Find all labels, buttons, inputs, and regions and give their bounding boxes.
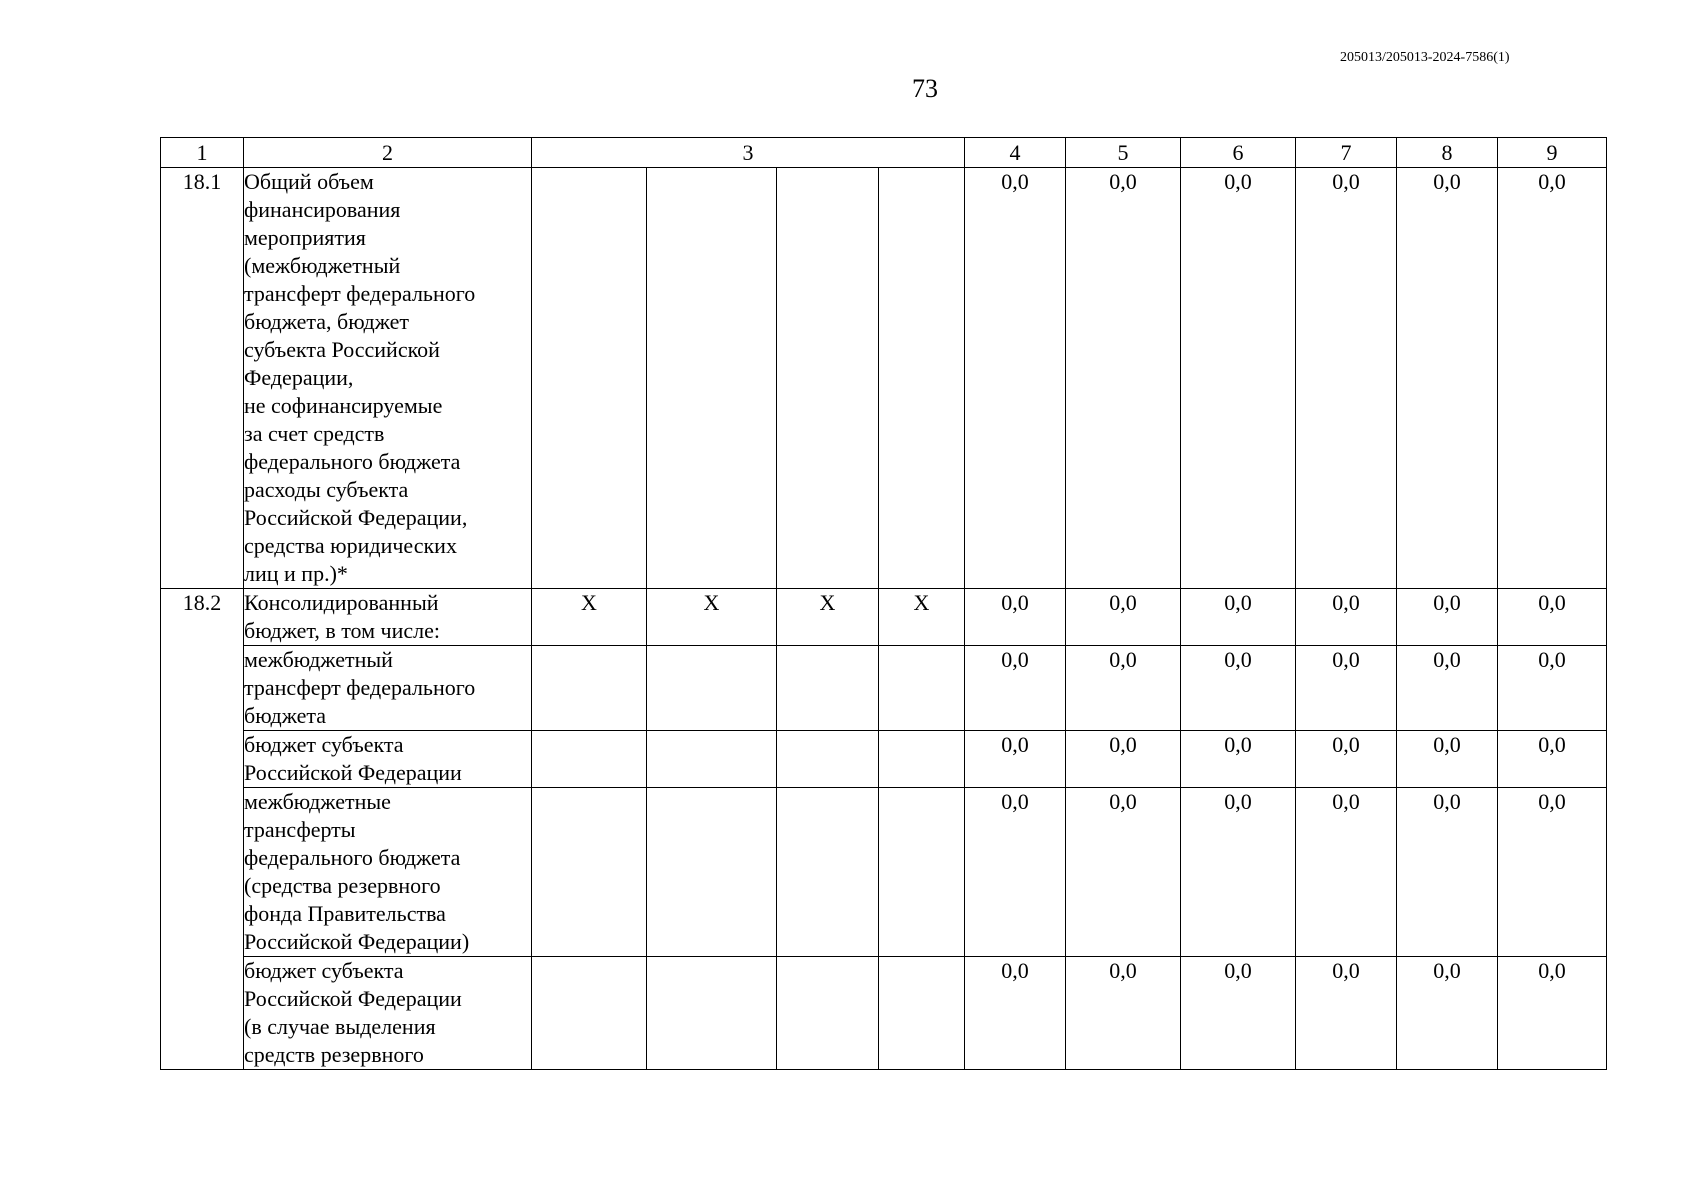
value-cell: 0,0	[1498, 788, 1607, 957]
column-3-subcell: X	[879, 589, 965, 646]
description-line: бюджета	[244, 703, 327, 728]
value-cell: 0,0	[1181, 788, 1296, 957]
budget-table	[160, 137, 1607, 1070]
description-line: межбюджетный	[244, 647, 393, 672]
description-line: Российской Федерации	[244, 986, 462, 1011]
row-description	[244, 168, 532, 589]
description-line: Российской Федерации	[244, 760, 462, 785]
row-number: 18.1	[161, 168, 244, 589]
value-cell: 0,0	[1397, 646, 1498, 731]
description-line: федерального бюджета	[244, 449, 461, 474]
row-description	[244, 788, 532, 957]
description-line: федерального бюджета	[244, 845, 461, 870]
column-header: 5	[1066, 138, 1181, 168]
column-3-subcell	[532, 788, 647, 957]
value-cell: 0,0	[1397, 589, 1498, 646]
column-3-subcell	[879, 788, 965, 957]
column-3-subcell	[879, 646, 965, 731]
column-header: 9	[1498, 138, 1607, 168]
description-line: Российской Федерации)	[244, 929, 470, 954]
description-line: финансирования	[244, 197, 401, 222]
value-cell: 0,0	[1397, 788, 1498, 957]
column-header: 4	[965, 138, 1066, 168]
column-header: 6	[1181, 138, 1296, 168]
description-line: за счет средств	[244, 421, 385, 446]
value-cell: 0,0	[1296, 957, 1397, 1070]
value-cell: 0,0	[1181, 957, 1296, 1070]
column-3-subcell	[532, 168, 647, 589]
description-line: фонда Правительства	[244, 901, 446, 926]
value-cell: 0,0	[1296, 731, 1397, 788]
value-cell: 0,0	[1296, 646, 1397, 731]
description-line: мероприятия	[244, 225, 366, 250]
table-row	[161, 788, 1607, 957]
value-cell: 0,0	[1498, 646, 1607, 731]
description-line: межбюджетные	[244, 789, 391, 814]
value-cell: 0,0	[1066, 168, 1181, 589]
column-3-subcell: X	[532, 589, 647, 646]
row-number: 18.2	[161, 589, 244, 1070]
value-cell: 0,0	[1498, 589, 1607, 646]
description-line: расходы субъекта	[244, 477, 409, 502]
value-cell: 0,0	[965, 957, 1066, 1070]
value-cell: 0,0	[1066, 788, 1181, 957]
value-cell: 0,0	[1296, 589, 1397, 646]
description-line: бюджет субъекта	[244, 958, 404, 983]
value-cell: 0,0	[1296, 788, 1397, 957]
document-id: 205013/205013-2024-7586(1)	[1340, 50, 1510, 65]
description-line: бюджета, бюджет	[244, 309, 410, 334]
value-cell: 0,0	[1498, 957, 1607, 1070]
column-3-subcell	[532, 731, 647, 788]
value-cell: 0,0	[1296, 168, 1397, 589]
value-cell: 0,0	[1066, 589, 1181, 646]
column-3-subcell	[647, 957, 777, 1070]
value-cell: 0,0	[1397, 957, 1498, 1070]
column-3-subcell	[647, 731, 777, 788]
value-cell: 0,0	[965, 168, 1066, 589]
description-line: Российской Федерации,	[244, 505, 468, 530]
column-3-subcell	[647, 646, 777, 731]
description-line: трансферт федерального	[244, 675, 476, 700]
column-3-subcell	[777, 957, 879, 1070]
column-3-subcell: X	[647, 589, 777, 646]
value-cell: 0,0	[965, 589, 1066, 646]
description-line: трансферты	[244, 817, 356, 842]
table-row	[161, 168, 1607, 589]
description-line: Общий объем	[244, 169, 374, 194]
column-3-subcell	[879, 957, 965, 1070]
table-row	[161, 646, 1607, 731]
description-line: Федерации,	[244, 365, 354, 390]
description-line: трансферт федерального	[244, 281, 476, 306]
description-line: бюджет субъекта	[244, 732, 404, 757]
description-line: лиц и пр.)*	[244, 561, 348, 586]
column-header: 7	[1296, 138, 1397, 168]
column-header: 8	[1397, 138, 1498, 168]
value-cell: 0,0	[1066, 731, 1181, 788]
row-description	[244, 589, 532, 646]
value-cell: 0,0	[965, 731, 1066, 788]
row-description	[244, 731, 532, 788]
value-cell: 0,0	[965, 788, 1066, 957]
column-3-subcell	[777, 646, 879, 731]
value-cell: 0,0	[1498, 731, 1607, 788]
table-row	[161, 957, 1607, 1070]
column-header: 3	[532, 138, 965, 168]
column-3-subcell	[777, 731, 879, 788]
description-line: средства юридических	[244, 533, 457, 558]
value-cell: 0,0	[1066, 646, 1181, 731]
column-3-subcell	[647, 168, 777, 589]
value-cell: 0,0	[1181, 589, 1296, 646]
column-number-row	[161, 138, 1607, 168]
description-line: (в случае выделения	[244, 1014, 436, 1039]
column-header: 2	[244, 138, 532, 168]
description-line: средств резервного	[244, 1042, 424, 1067]
page-number: 73	[912, 74, 938, 103]
value-cell: 0,0	[1066, 957, 1181, 1070]
description-line: не софинансируемые	[244, 393, 443, 418]
value-cell: 0,0	[1498, 168, 1607, 589]
column-3-subcell: X	[777, 589, 879, 646]
row-description	[244, 646, 532, 731]
value-cell: 0,0	[1181, 168, 1296, 589]
description-line: бюджет, в том числе:	[244, 618, 441, 643]
description-line: (межбюджетный	[244, 253, 401, 278]
description-line: субъекта Российской	[244, 337, 440, 362]
description-line: (средства резервного	[244, 873, 441, 898]
table-row	[161, 589, 1607, 646]
row-description	[244, 957, 532, 1070]
column-3-subcell	[879, 731, 965, 788]
column-3-subcell	[532, 957, 647, 1070]
value-cell: 0,0	[1397, 731, 1498, 788]
column-3-subcell	[777, 168, 879, 589]
value-cell: 0,0	[1181, 646, 1296, 731]
column-3-subcell	[647, 788, 777, 957]
value-cell: 0,0	[965, 646, 1066, 731]
table-row	[161, 731, 1607, 788]
value-cell: 0,0	[1181, 731, 1296, 788]
description-line: Консолидированный	[244, 590, 439, 615]
value-cell: 0,0	[1397, 168, 1498, 589]
column-header: 1	[161, 138, 244, 168]
column-3-subcell	[532, 646, 647, 731]
column-3-subcell	[879, 168, 965, 589]
column-3-subcell	[777, 788, 879, 957]
